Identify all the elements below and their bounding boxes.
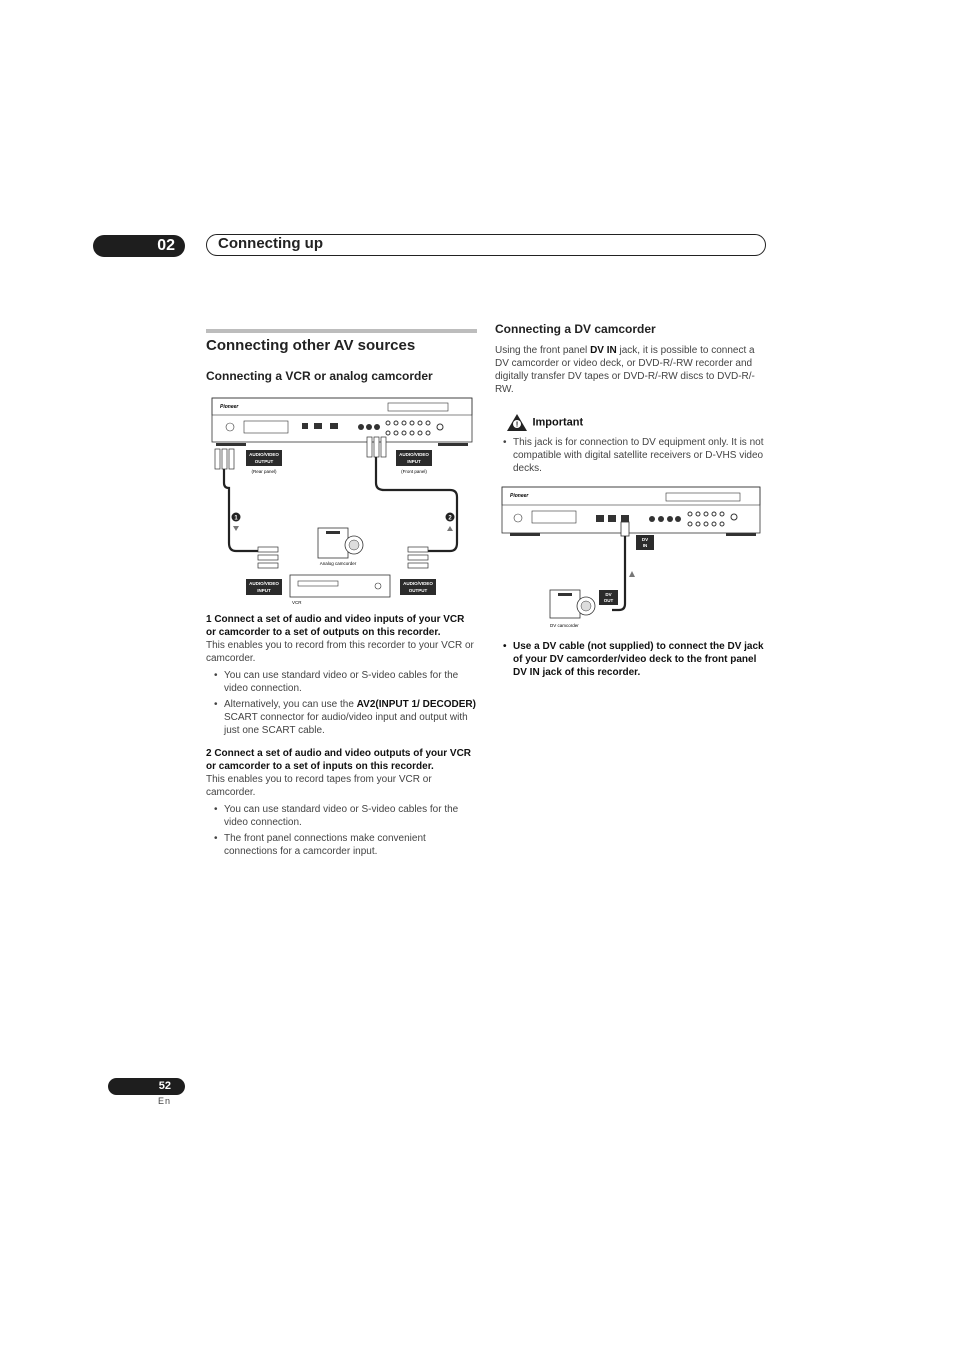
label-av-input-front-l1: AUDIO/VIDEO xyxy=(399,452,429,457)
section-title: Connecting other AV sources xyxy=(206,337,416,354)
section-rule xyxy=(206,329,477,333)
svg-text:!: ! xyxy=(515,421,519,429)
vcr-connection-diagram xyxy=(206,393,478,608)
dv-heading: Connecting a DV camcorder xyxy=(495,322,656,336)
step2-title: 2 Connect a set of audio and video outputs of your VCR or camcorder to a set of inputs on this recorder. xyxy=(206,748,472,772)
warning-icon xyxy=(506,413,528,432)
chapter-number: 02 xyxy=(93,235,185,257)
chapter-title: Connecting up xyxy=(218,235,323,252)
important-label: Important xyxy=(532,416,584,429)
label-av-input-l2: INPUT xyxy=(257,588,271,593)
page-number: 52 xyxy=(108,1078,185,1095)
dv-body: Using the front panel DV IN jack, it is possible to connect a DV camcorder or video deck, or DVD-R/-RW recorder and digitally transfer DV tapes or DVD-R/-RW discs to DVD-R/-RW. xyxy=(495,345,755,395)
svg-text:Pioneer: Pioneer xyxy=(510,493,529,499)
important-bullet: • This jack is for connection to DV equipment only. It is not compatible with digital satellite receivers or D-VHS video decks. xyxy=(495,436,767,475)
label-dv-out-l2: OUT xyxy=(603,598,614,603)
vcr-steps xyxy=(206,613,477,861)
label-dv-camcorder: DV camcorder xyxy=(550,623,579,628)
dv-final-bullet: • Use a DV cable (not supplied) to connect the DV jack of your DV camcorder/video deck to the front panel DV IN jack of this recorder. xyxy=(495,640,767,679)
vcr-heading: Connecting a VCR or analog camcorder xyxy=(206,369,433,383)
step2-bullet-2: • The front panel connections make convenient connections for a camcorder input. xyxy=(206,832,477,858)
dv-camcorder-icon xyxy=(550,590,595,618)
label-front-panel: (Front panel) xyxy=(401,469,427,474)
label-analog-camcorder: Analog camcorder xyxy=(319,561,357,566)
analog-camcorder-icon xyxy=(318,528,363,558)
step1-body: This enables you to record from this recorder to your VCR or camcorder. xyxy=(206,640,474,664)
label-av-input-front-l2: INPUT xyxy=(407,459,421,464)
label-dv-in-l2: IN xyxy=(642,543,648,548)
label-av-output-l1: AUDIO/VIDEO xyxy=(249,452,279,457)
label-av-output-l2: OUTPUT xyxy=(254,459,274,464)
label-av-output-vcr-l2: OUTPUT xyxy=(408,588,428,593)
svg-text:Pioneer: Pioneer xyxy=(220,404,239,410)
label-av-output-vcr-l1: AUDIO/VIDEO xyxy=(403,581,433,586)
label-vcr: VCR xyxy=(292,600,302,605)
label-dv-out-l1: DV xyxy=(605,592,612,597)
step2-bullet-1: • You can use standard video or S-video cables for the video connection. xyxy=(206,803,477,829)
label-av-input-l1: AUDIO/VIDEO xyxy=(249,581,279,586)
label-dv-in-l1: DV xyxy=(641,537,649,542)
label-rear-panel: (Rear panel) xyxy=(251,469,277,474)
step1-title: 1 Connect a set of audio and video inputs of your VCR or camcorder to a set of outputs on this recorder. xyxy=(206,614,465,638)
marker-1: 1 xyxy=(234,515,238,522)
step2-body: This enables you to record tapes from your VCR or camcorder. xyxy=(206,774,432,798)
important-block xyxy=(506,413,583,432)
step1-bullet-1: • You can use standard video or S-video cables for the video connection. xyxy=(206,669,477,695)
vcr-icon xyxy=(290,575,390,597)
step1-bullet-2: • Alternatively, you can use the AV2(INPUT 1/ DECODER) SCART connector for audio/video input and output with just one SCART cable. xyxy=(206,698,477,737)
marker-2: 2 xyxy=(448,515,452,522)
page-language: En xyxy=(158,1096,172,1106)
dv-connection-diagram xyxy=(500,484,765,634)
